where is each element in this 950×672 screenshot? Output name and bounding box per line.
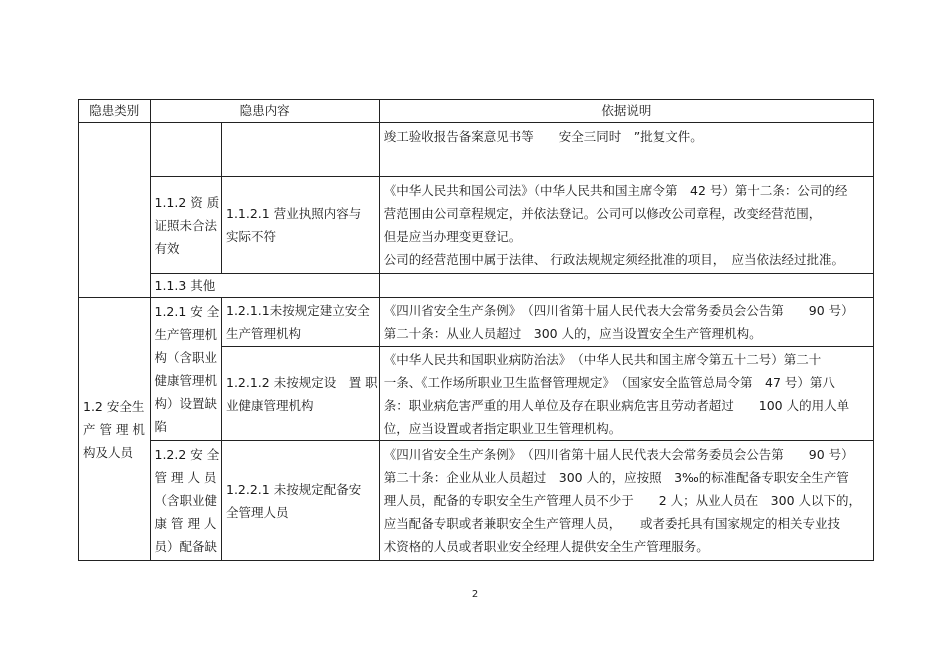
- sub-line: 1.2.1 安 全: [154, 304, 220, 319]
- header-content: 隐患内容: [150, 100, 379, 123]
- item-line: 实际不符: [226, 229, 277, 244]
- basis-line: 《四川省安全生产条例》 （四川省第十届人民代表大会常务委员会公告第 90 号）: [383, 447, 854, 462]
- sub-line: 构）设置缺: [154, 396, 218, 411]
- item-cell-1-1-2-1: [222, 177, 380, 274]
- sub-line: 健康管理机: [154, 373, 218, 388]
- basis-line: 条：职业病危害严重的用人单位及存在职业病危害且劳动者超过 100 人的用人单: [383, 397, 850, 413]
- sub-cell-1-1-3: 1.1.3 其他: [150, 274, 379, 298]
- item-line: 1.1.2.1 营业执照内容与: [226, 206, 362, 221]
- basis-line: 《中华人民共和国公司法》（中华人民共和国主席令第 42 号）第十二条：公司的经: [383, 183, 848, 198]
- table-row-continued: [79, 123, 874, 177]
- sub-line: 管 理 人 员: [154, 470, 217, 485]
- basis-cell-1-1-3: [379, 274, 873, 298]
- item-line: 1.2.1.2 未按规定设 置 职: [226, 374, 378, 390]
- item-line: 1.2.2.1 未按规定配备安: [226, 481, 362, 497]
- basis-line: 营范围由公司章程规定，并依法登记。公司可以修改公司章程，改变经营范围，: [383, 206, 822, 221]
- basis-line: 第二十条：从业人员超过 300 人的，应当设置安全生产管理机构。: [383, 326, 762, 341]
- item-cell-1-2-1-1: [222, 298, 380, 347]
- basis-line: 理人员，配备的专职安全生产管理人员不少于 2 人；从业人员在 300 人以下的，: [383, 493, 862, 508]
- table-row-1-1-3: [79, 274, 874, 298]
- basis-line: 术资格的人员或者职业安全经理人提供安全生产管理服务。: [383, 539, 709, 554]
- basis-line: 应当配备专职或者兼职安全生产管理人员， 或者委托具有国家规定的相关专业技: [383, 516, 841, 531]
- header-basis: 依据说明: [379, 100, 873, 123]
- category-line: 产 管 理 机: [83, 421, 145, 437]
- category-cell-1-2: [79, 298, 151, 561]
- sub-cell-1-1-2: [150, 177, 222, 274]
- basis-cell-1-2-2-1: [379, 441, 873, 561]
- item-cell-1-2-2-1: [222, 441, 380, 561]
- basis-cell-continued: [379, 123, 873, 177]
- sub-line: 有效: [154, 240, 180, 256]
- table-row-1-1-2: [79, 177, 874, 274]
- table-row-1-2-2-1: [79, 441, 874, 561]
- basis-cell-1-1-2-1: [379, 177, 873, 274]
- basis-line: 公司的经营范围中属于法律、 行政法规规定须经批准的项目， 应当依法经过批准。: [383, 252, 844, 267]
- header-category: 隐患类别: [79, 100, 151, 123]
- basis-cell-1-2-1-1: [379, 298, 873, 347]
- basis-line: 《中华人民共和国职业病防治法》 （中华人民共和国主席令第五十二号）第二十: [383, 351, 822, 367]
- basis-line: 第二十条：企业从业人员超过 300 人的，应按照 3‰的标准配备专职安全生产管: [383, 470, 849, 485]
- item-cell-empty: [222, 123, 380, 177]
- item-line: 全管理人员: [226, 504, 289, 520]
- item-line: 1.2.1.1未按规定建立安全: [226, 303, 370, 318]
- page-number: 2: [471, 589, 479, 600]
- sub-cell-1-2-1: [150, 298, 222, 441]
- category-line: 1.2 安全生: [83, 398, 145, 414]
- basis-line: 一条、《工作场所职业卫生监督管理规定》 （国家安全监管总局令第 47 号）第八: [383, 374, 835, 390]
- sub-line: 生产管理机: [154, 327, 218, 342]
- sub-cell-empty: [150, 123, 222, 177]
- sub-line: 证照未合法: [154, 217, 218, 233]
- item-line: 业健康管理机构: [226, 397, 314, 413]
- basis-cell-1-2-1-2: [379, 347, 873, 441]
- basis-line: 竣工验收报告备案意见书等 安全三同时 ”批复文件。: [383, 129, 703, 144]
- category-cell-1-1: [79, 123, 151, 298]
- sub-line: 1.1.2 资 质: [154, 194, 220, 210]
- basis-line: 位，应当设置或者指定职业卫生管理机构。: [383, 420, 622, 436]
- sub-line: 康 管 理 人: [154, 516, 217, 531]
- basis-line: 《四川省安全生产条例》 （四川省第十届人民代表大会常务委员会公告第 90 号）: [383, 303, 854, 318]
- sub-line: （含职业健: [154, 493, 218, 508]
- basis-line: 但是应当办理变更登记。: [383, 229, 522, 244]
- sub-line: 员）配备缺: [154, 539, 218, 554]
- sub-line: 1.2.2 安 全: [154, 447, 220, 462]
- item-cell-1-2-1-2: [222, 347, 380, 441]
- sub-line: 陷: [154, 419, 168, 434]
- sub-line: 构（含职业: [154, 350, 218, 365]
- item-line: 生产管理机构: [226, 326, 302, 341]
- sub-cell-1-2-2: [150, 441, 222, 561]
- table-row-1-2-1-1: [79, 298, 874, 347]
- category-line: 构及人员: [83, 444, 134, 460]
- table-header-row: [79, 100, 874, 123]
- hazard-table: [78, 99, 874, 561]
